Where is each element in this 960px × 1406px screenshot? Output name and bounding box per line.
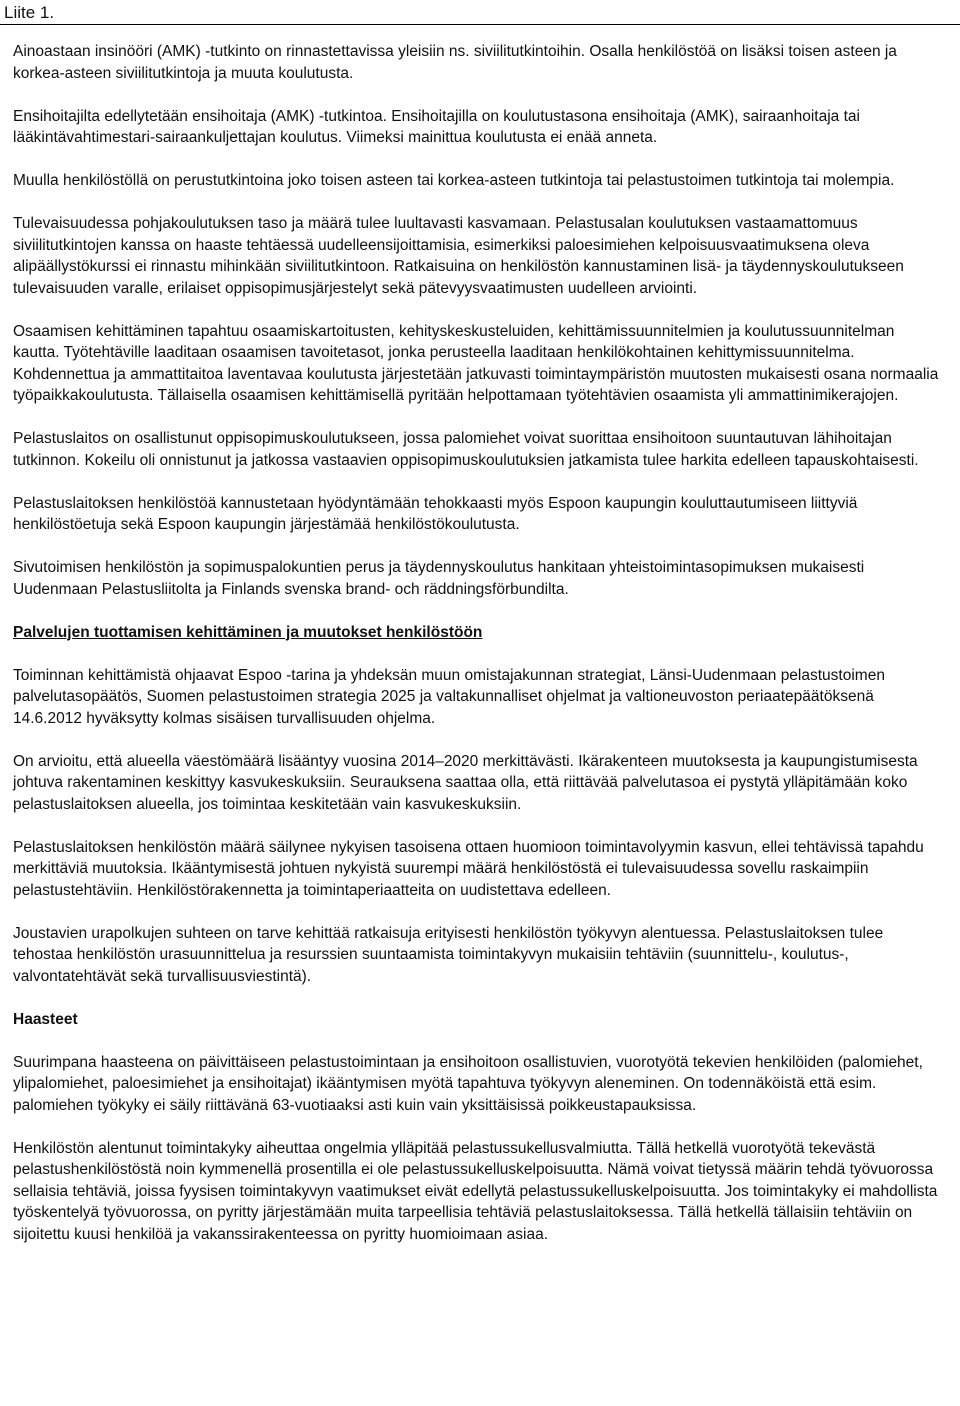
paragraph: Pelastuslaitos on osallistunut oppisopimuskoulutukseen, jossa palomiehet voivat suorittaa ensihoitoon suuntautuvan lähihoitajan tutkinnon. Kokeilu oli onnistunut ja jatkossa vastaavien oppisopimuskoulutuksien jatkamista tulee harkita edelleen tapauskohtaisesti.: [13, 430, 919, 469]
paragraph: Muulla henkilöstöllä on perustutkintoina joko toisen asteen tai korkea-asteen tutkintoja tai pelastustoimen tutkintoja tai molempia.: [13, 172, 895, 189]
header-rule: [0, 24, 960, 25]
section-heading-challenges: Haasteet: [13, 1010, 78, 1028]
paragraph: Suurimpana haasteena on päivittäiseen pelastustoimintaan ja ensihoitoon osallistuvien, vuorotyötä tekevien henkilöiden (palomiehet, ylipalomiehet, paloesimiehet ja ensihoitajat) ikääntymisen myötä tapahtuva työkyvyn aleneminen. On todennäköistä että esim. palomiehen työkyky ei säily riittävänä 63-vuotiaaksi asti kuin vain yksittäisissä poikkeustapauksissa.: [13, 1053, 923, 1114]
paragraph: Osaamisen kehittäminen tapahtuu osaamiskartoitusten, kehityskeskusteluiden, kehittämissuunnitelmien ja koulutussuunnitelman kautta. Työtehtäville laaditaan osaamisen tavoitetasot, jonka perusteella laaditaan henkilökohtainen kehittymissuunnitelma. Kohdennettua ja ammattitaitoa laventavaa koulutusta järjestetään jatkuvasti toimintaympäristön muutosten mukaisesti osana normaalia työpaikkakoulutusta. Tällaisella osaamisen kehittämisellä pyritään helpottamaan työtehtävien osaamista yli ammattinimikerajojen.: [13, 322, 939, 404]
paragraph: Tulevaisuudessa pohjakoulutuksen taso ja määrä tulee luultavasti kasvamaan. Pelastusalan koulutuksen vastaamattomuus siviilitutkintojen kanssa on haaste tehtäessä uudelleensijoittamisia, esimerkiksi paloesimiehen kelpoisuusvaatimuksena oleva alipäällystökurssi ei rinnastu mihinkään siviilitutkintoon. Ratkaisuina on henkilöstön kannustaminen lisä- ja täydennyskoulutukseen tulevaisuuden varalle, erilaiset oppisopimusjärjestelyt sekä pätevyysvaatimusten uudelleen arviointi.: [13, 215, 904, 297]
section-heading-services: Palvelujen tuottamisen kehittäminen ja muutokset henkilöstöön: [13, 623, 483, 641]
document-body: [13, 41, 943, 1267]
paragraph: Ainoastaan insinööri (AMK) -tutkinto on rinnastettavissa yleisiin ns. siviilitutkintoihin. Osalla henkilöstöä on lisäksi toisen asteen ja korkea-asteen siviilitutkintoja ja muuta koulutusta.: [13, 43, 897, 82]
appendix-label: Liite 1.: [4, 2, 62, 23]
paragraph: Henkilöstön alentunut toimintakyky aiheuttaa ongelmia ylläpitää pelastussukellusvalmiutta. Tällä hetkellä vuorotyötä tekevästä pelastushenkilöstöstä noin kymmenellä prosentilla ei ole pelastussukelluskelpoisuutta. Nämä voivat tietyssä määrin tehdä työvuorossa sellaisia tehtäviä, joissa fyysisen toimintakyvyn vaatimukset eivät edellytä pelastussukelluskelpoisuutta. Jos toimintakyky ei mahdollista työskentelyä työvuorossa, on pyritty järjestämään muita tarpeellisia tehtäviä pelastuslaitoksessa. Tällä hetkellä tällaisiin tehtäviin on sijoitettu kuusi henkilöä ja vakanssirakenteessa on pyritty huomioimaan asiaa.: [13, 1139, 938, 1243]
paragraph: On arvioitu, että alueella väestömäärä lisääntyy vuosina 2014–2020 merkittävästi. Ikärakenteen muutoksesta ja kaupungistumisesta johtuva rakentaminen keskittyy kasvukeskuksiin. Seurauksena saattaa olla, että riittävää palvelutasoa ei pystytä ylläpitämään koko pelastuslaitoksen alueella, jos toimintaa keskitetään vain kasvukeskuksiin.: [13, 752, 918, 813]
paragraph: Joustavien urapolkujen suhteen on tarve kehittää ratkaisuja erityisesti henkilöstön työkyvyn alentuessa. Pelastuslaitoksen tulee tehostaa henkilöstön urasuunnittelua ja resurssien suuntaamista toimintakyvyn mukaisiin tehtäviin (suunnittelu-, koulutus-, valvontatehtävät sekä turvallisuusviestintä).: [13, 924, 884, 985]
paragraph: Sivutoimisen henkilöstön ja sopimuspalokuntien perus ja täydennyskoulutus hankitaan yhteistoimintasopimuksen mukaisesti Uudenmaan Pelastusliitolta ja Finlands svenska brand- och räddningsförbundilta.: [13, 559, 865, 598]
paragraph: Toiminnan kehittämistä ohjaavat Espoo -tarina ja yhdeksän muun omistajakunnan strategiat, Länsi-Uudenmaan pelastustoimen palvelutasopäätös, Suomen pelastustoimen strategia 2025 ja valtakunnalliset ohjelmat ja valtioneuvoston periaatepäätöksenä 14.6.2012 hyväksytty kolmas sisäisen turvallisuuden ohjelma.: [13, 666, 885, 727]
paragraph: Pelastuslaitoksen henkilöstöä kannustetaan hyödyntämään tehokkaasti myös Espoon kaupungin kouluttautumiseen liittyviä henkilöstöetuja sekä Espoon kaupungin järjestämää henkilöstökoulutusta.: [13, 494, 858, 533]
paragraph: Pelastuslaitoksen henkilöstön määrä säilynee nykyisen tasoisena ottaen huomioon toimintavolyymin kasvun, ellei tehtävissä tapahdu merkittäviä muutoksia. Ikääntymisestä johtuen nykyistä suurempi määrä henkilöstöstä ei tulevaisuudessa sovellu raskaimpiin pelastustehtäviin. Henkilöstörakennetta ja toimintaperiaatteita on uudistettava edelleen.: [13, 838, 924, 899]
paragraph: Ensihoitajilta edellytetään ensihoitaja (AMK) -tutkintoa. Ensihoitajilla on koulutustasona ensihoitaja (AMK), sairaanhoitaja tai lääkintävahtimestari-sairaankuljettajan koulutus. Viimeksi mainittua koulutusta ei enää anneta.: [13, 107, 860, 146]
